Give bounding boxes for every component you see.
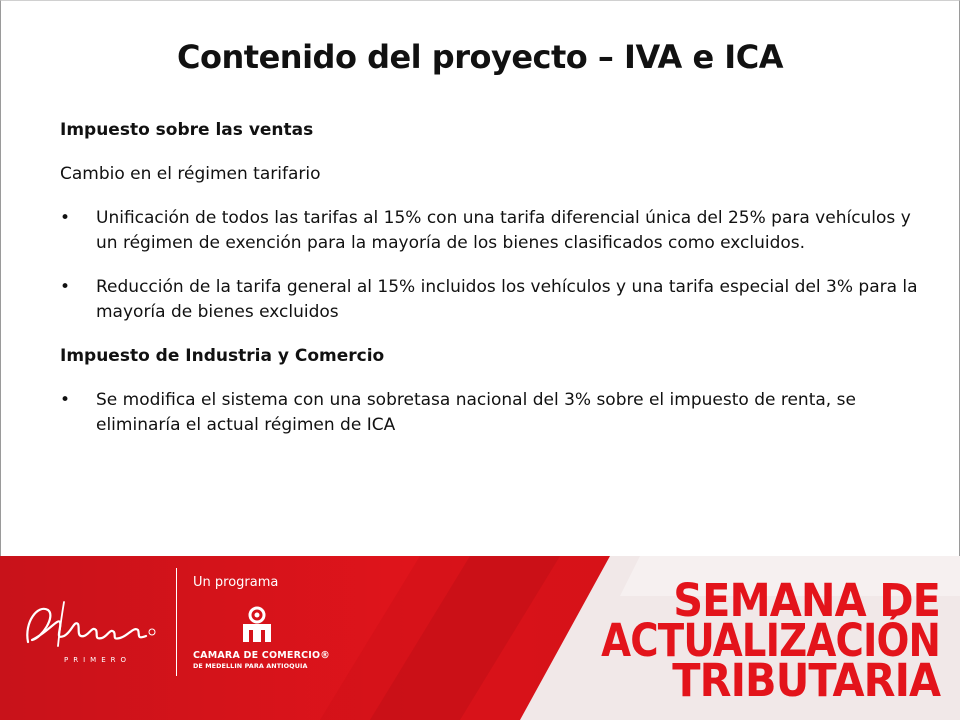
bullet-item bbox=[60, 275, 920, 325]
slide-title: Contenido del proyecto – IVA e ICA bbox=[177, 38, 783, 76]
bullet-text: Unificación de todos las tarifas al 15% con una tarifa diferencial única del 25% para vehículos y un régimen de exención para la mayoría de los bienes clasificados como excluidos. bbox=[96, 208, 911, 253]
slide-content bbox=[60, 118, 920, 457]
event-title-line1: SEMANA DE bbox=[673, 574, 940, 627]
event-title-line3: TRIBUTARIA bbox=[672, 654, 940, 707]
chamber-logo-icon bbox=[237, 606, 277, 646]
afiliados-logo bbox=[18, 592, 163, 662]
programa-label: Un programa bbox=[193, 575, 279, 590]
subheading-regimen: Cambio en el régimen tarifario bbox=[60, 164, 321, 184]
afiliados-tagline: PRIMERO bbox=[64, 656, 131, 664]
bullet-item bbox=[60, 388, 920, 438]
section-heading-ica: Impuesto de Industria y Comercio bbox=[60, 346, 385, 366]
chamber-name: CAMARA DE COMERCIO® bbox=[193, 650, 330, 661]
bullet-text: Se modifica el sistema con una sobretasa nacional del 3% sobre el impuesto de renta, se eliminaría el actual régimen de ICA bbox=[96, 390, 856, 435]
bullet-item bbox=[60, 206, 920, 256]
chamber-subtitle: DE MEDELLIN PARA ANTIOQUIA bbox=[193, 662, 308, 670]
footer-divider bbox=[176, 568, 177, 676]
bullet-icon: • bbox=[60, 390, 71, 410]
bullet-text: Reducción de la tarifa general al 15% incluidos los vehículos y una tarifa especial del 3% para la mayoría de bienes excluidos bbox=[96, 277, 918, 322]
bullet-icon: • bbox=[60, 277, 71, 297]
bullet-icon: • bbox=[60, 208, 71, 228]
section-heading-ventas: Impuesto sobre las ventas bbox=[60, 120, 314, 140]
event-title-line2: ACTUALIZACIÓN bbox=[601, 614, 940, 667]
